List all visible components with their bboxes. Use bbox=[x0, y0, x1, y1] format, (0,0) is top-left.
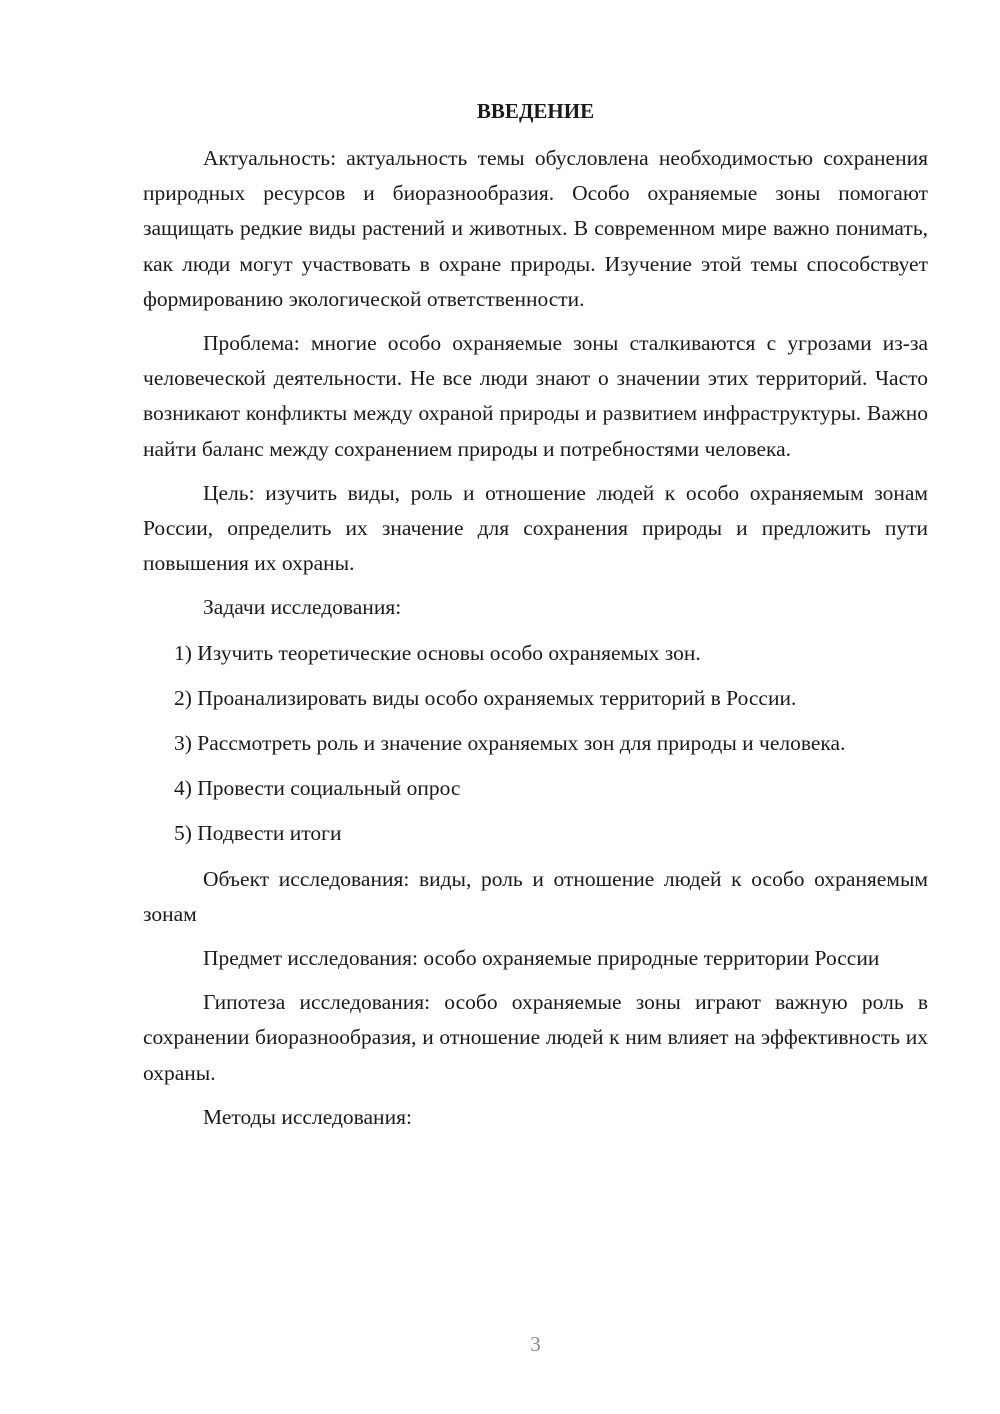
section-title: ВВЕДЕНИЕ bbox=[476, 99, 595, 123]
task-item: 3) Рассмотреть роль и значение охраняемых зон для природы и человека. bbox=[174, 731, 846, 756]
task-item: 1) Изучить теоретические основы особо охраняемых зон. bbox=[174, 640, 701, 665]
hypothesis-paragraph: Гипотеза исследования: особо охраняемые зоны играют важную роль в сохранении биоразнообразия, и отношение людей к ним влияет на эффективность их охраны. bbox=[143, 990, 928, 1085]
methods-heading: Методы исследования: bbox=[203, 1104, 412, 1129]
goal-paragraph: Цель: изучить виды, роль и отношение людей к особо охраняемым зонам России, определить их значение для сохранения природы и предложить пути повышения их охраны. bbox=[143, 480, 928, 576]
task-item: 2) Проанализировать виды особо охраняемых территорий в России. bbox=[174, 685, 797, 710]
page-number: 3 bbox=[530, 1332, 541, 1356]
task-item: 5) Подвести итоги bbox=[174, 821, 342, 846]
relevance-paragraph: Актуальность: актуальность темы обусловлена необходимостью сохранения природных ресурсов и биоразнообразия. Особо охраняемые зоны помогают защищать редкие виды растений и животных. В современном мире важно понимать, как люди могут участвовать в охране природы. Изучение этой темы способствует формированию экологической ответственности. bbox=[143, 146, 928, 311]
problem-paragraph: Проблема: многие особо охраняемые зоны сталкиваются с угрозами из-за человеческой деятельности. Не все люди знают о значении этих территорий. Часто возникают конфликты между охраной природы и развитием инфраструктуры. Важно найти баланс между сохранением природы и потребностями человека. bbox=[143, 331, 928, 461]
document-page bbox=[143, 94, 928, 1145]
task-item: 4) Провести социальный опрос bbox=[174, 776, 461, 801]
object-paragraph: Объект исследования: виды, роль и отношение людей к особо охраняемым зонам bbox=[143, 866, 928, 926]
tasks-heading: Задачи исследования: bbox=[203, 595, 402, 620]
subject-paragraph: Предмет исследования: особо охраняемые природные территории России bbox=[203, 946, 880, 971]
